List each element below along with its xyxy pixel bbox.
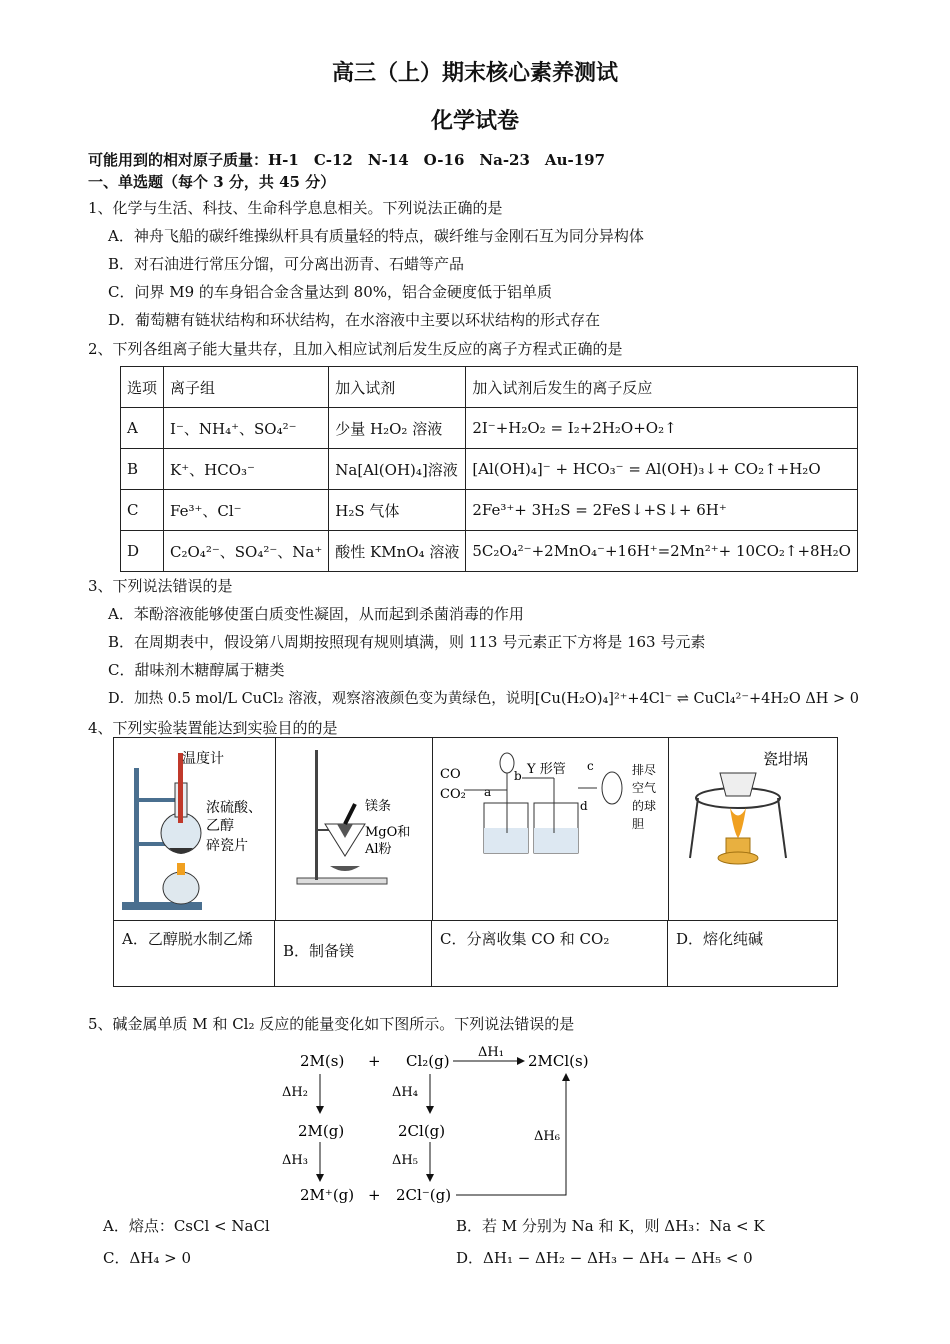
apparatus-a xyxy=(114,738,276,920)
exam-title: 高三（上）期末核心素养测试 xyxy=(331,60,618,86)
label-c: c xyxy=(587,759,594,773)
label-reagents: 浓硫酸、 xyxy=(206,800,262,816)
table-cell: H₂S 气体 xyxy=(329,490,466,531)
label-thermometer: 温度计 xyxy=(182,751,224,767)
q5-option-a: A．熔点：CsCl < NaCl xyxy=(103,1217,270,1235)
label-co2: CO₂ xyxy=(440,787,466,802)
section-heading: 一、单选题（每个 3 分，共 45 分） xyxy=(88,173,336,191)
label-dh6: ΔH₆ xyxy=(534,1129,560,1144)
table-cell: 2Fe³⁺+ 3H₂S = 2FeS↓+S↓+ 6H⁺ xyxy=(466,490,858,531)
plus-sign: + xyxy=(368,1052,381,1070)
label-ethanol: 乙醇 xyxy=(206,818,234,834)
q3-option-a: A．苯酚溶液能够使蛋白质变性凝固，从而起到杀菌消毒的作用 xyxy=(108,605,524,623)
q1-stem: 1、化学与生活、科技、生命科学息息相关。下列说法正确的是 xyxy=(88,199,503,217)
q4-stem: 4、下列实验装置能达到实验目的的是 xyxy=(88,719,338,737)
label-bladder: 的球 xyxy=(632,799,657,813)
q5-option-c: C．ΔH₄ > 0 xyxy=(103,1249,192,1267)
node-2cl-ion: 2Cl⁻(g) xyxy=(396,1186,452,1204)
apparatus-d xyxy=(668,738,837,920)
table-row xyxy=(121,449,858,490)
caption-a: A．乙醇脱水制乙烯 xyxy=(114,920,275,986)
q3-option-b: B．在周期表中，假设第八周期按照现有规则填满，则 113 号元素正下方将是 163 号元素 xyxy=(108,633,706,651)
node-2m-g: 2M(g) xyxy=(298,1122,345,1140)
q1-option-d: D．葡萄糖有链状结构和环状结构，在水溶液中主要以环状结构的形式存在 xyxy=(108,311,601,329)
label-a: a xyxy=(484,785,492,799)
node-cl2-g: Cl₂(g) xyxy=(406,1052,450,1070)
table-header: 选项 xyxy=(121,367,164,408)
label-b: b xyxy=(514,769,522,783)
label-co: CO xyxy=(440,767,461,782)
table-cell: [Al(OH)₄]⁻ + HCO₃⁻ = Al(OH)₃↓+ CO₂↑+H₂O xyxy=(466,449,858,490)
gas-separation-image xyxy=(432,738,668,920)
apparatus-b xyxy=(275,738,433,920)
q5-option-d: D．ΔH₁ − ΔH₂ − ΔH₃ − ΔH₄ − ΔH₅ < 0 xyxy=(456,1249,753,1267)
table-cell: 5C₂O₄²⁻+2MnO₄⁻+16H⁺=2Mn²⁺+ 10CO₂↑+8H₂O xyxy=(466,531,858,572)
table-cell: B xyxy=(121,449,164,490)
table-cell: Fe³⁺、Cl⁻ xyxy=(164,490,329,531)
table-header-row xyxy=(121,367,858,408)
caption-b: B．制备镁 xyxy=(275,920,432,986)
q3-option-c: C．甜味剂木糖醇属于糖类 xyxy=(108,661,285,679)
node-2mcl-s: 2MCl(s) xyxy=(528,1052,589,1070)
q1-option-a: A．神舟飞船的碳纤维操纵杆具有质量轻的特点，碳纤维与金刚石互为同分异构体 xyxy=(108,227,644,245)
q3-option-d: D．加热 0.5 mol/L CuCl₂ 溶液，观察溶液颜色变为黄绿色，说明[Cu(H₂O)₄]²⁺+4Cl⁻ ⇌ CuCl₄²⁻+4H₂O ΔH > 0 xyxy=(108,691,860,707)
q1-option-c: C．问界 M9 的车身铝合金含量达到 80%，铝合金硬度低于铝单质 xyxy=(108,283,553,301)
node-2m-ion: 2M⁺(g) xyxy=(300,1186,355,1204)
table-cell: D xyxy=(121,531,164,572)
table-row xyxy=(121,490,858,531)
table-cell: C xyxy=(121,490,164,531)
q5-option-b: B．若 M 分别为 Na 和 K，则 ΔH₃：Na < K xyxy=(456,1217,765,1235)
table-cell: I⁻、NH₄⁺、SO₄²⁻ xyxy=(164,408,329,449)
ethylene-apparatus-image xyxy=(114,738,275,920)
crucible-image xyxy=(668,738,837,920)
q3-stem: 3、下列说法错误的是 xyxy=(88,577,233,595)
q2-stem: 2、下列各组离子能大量共存，且加入相应试剂后发生反应的离子方程式正确的是 xyxy=(88,340,623,358)
table-cell: K⁺、HCO₃⁻ xyxy=(164,449,329,490)
label-dh1: ΔH₁ xyxy=(478,1045,504,1060)
label-d: d xyxy=(580,799,588,813)
table-header: 加入试剂后发生的离子反应 xyxy=(466,367,858,408)
caption-c: C．分离收集 CO 和 CO₂ xyxy=(432,920,668,986)
q4-apparatus-grid xyxy=(113,737,838,987)
label-air: 空气 xyxy=(632,781,657,795)
table-header: 离子组 xyxy=(164,367,329,408)
table-header: 加入试剂 xyxy=(329,367,466,408)
label-al: Al粉 xyxy=(365,842,392,857)
label-magnesium: 镁条 xyxy=(365,799,392,814)
label-dh4: ΔH₄ xyxy=(392,1085,418,1100)
table-cell: 少量 H₂O₂ 溶液 xyxy=(329,408,466,449)
q5-stem: 5、碱金属单质 M 和 Cl₂ 反应的能量变化如下图所示。下列说法错误的是 xyxy=(88,1015,575,1033)
exam-subtitle: 化学试卷 xyxy=(430,108,519,134)
table-cell: Na[Al(OH)₄]溶液 xyxy=(329,449,466,490)
plus-sign-2: + xyxy=(368,1186,381,1204)
label-bladder2: 胆 xyxy=(632,817,645,831)
q1-option-b: B．对石油进行常压分馏，可分离出沥青、石蜡等产品 xyxy=(108,255,465,273)
label-exhaust: 排尽 xyxy=(632,763,657,777)
table-cell: 酸性 KMnO₄ 溶液 xyxy=(329,531,466,572)
node-2m-s: 2M(s) xyxy=(300,1052,345,1070)
label-porcelain: 碎瓷片 xyxy=(206,838,248,854)
label-y-tube: Y 形管 xyxy=(527,762,566,777)
table-cell: C₂O₄²⁻、SO₄²⁻、Na⁺ xyxy=(164,531,329,572)
energy-cycle-diagram xyxy=(270,1040,610,1208)
atomic-masses: 可能用到的相对原子质量：H-1 C-12 N-14 O-16 Na-23 Au-197 xyxy=(88,151,606,169)
label-crucible: 瓷坩埚 xyxy=(763,750,809,768)
thermite-apparatus-image xyxy=(275,738,432,920)
node-2cl-g: 2Cl(g) xyxy=(398,1122,446,1140)
apparatus-c xyxy=(432,738,669,920)
table-row xyxy=(121,531,858,572)
table-cell: A xyxy=(121,408,164,449)
q2-table xyxy=(120,366,858,572)
table-cell: 2I⁻+H₂O₂ = I₂+2H₂O+O₂↑ xyxy=(466,408,858,449)
label-mgo: MgO和 xyxy=(365,825,411,840)
label-dh2: ΔH₂ xyxy=(282,1085,308,1100)
caption-d: D．熔化纯碱 xyxy=(668,920,837,986)
label-dh3: ΔH₃ xyxy=(282,1153,308,1168)
label-dh5: ΔH₅ xyxy=(392,1153,418,1168)
table-row xyxy=(121,408,858,449)
